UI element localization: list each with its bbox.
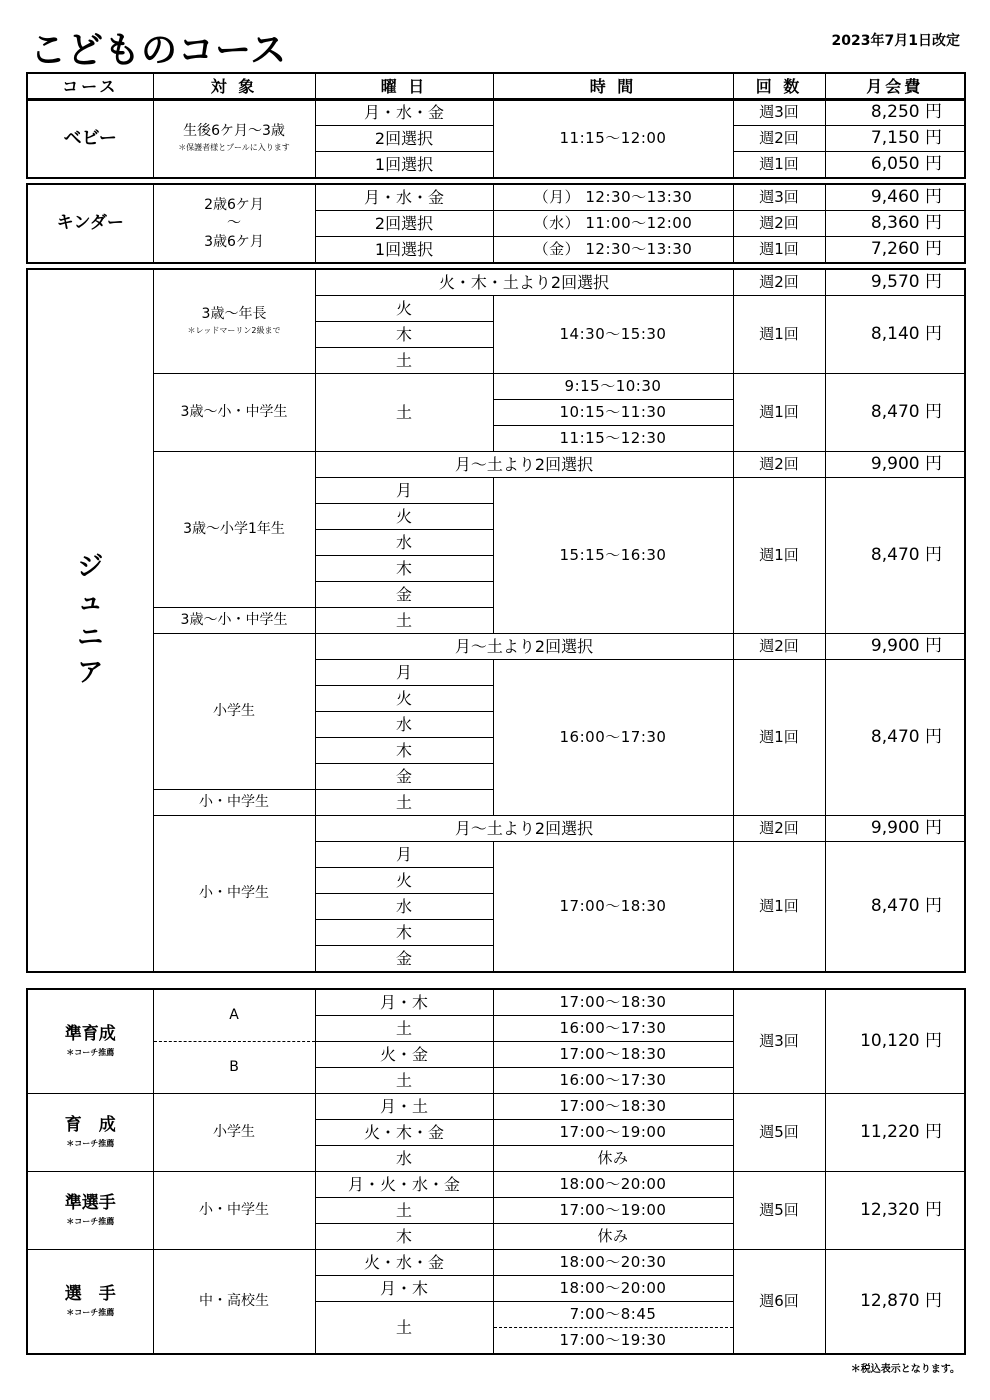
- jun-ikusei-day-2: 土: [315, 1016, 493, 1042]
- junior-g3-select-price: 9,900 円: [825, 452, 965, 478]
- junior-g1-select-count: 週2回: [733, 269, 825, 296]
- junior-g1-day-3: 土: [315, 348, 493, 374]
- junior-g5-price: 8,470 円: [825, 842, 965, 973]
- kinder-count-3: 週1回: [733, 237, 825, 264]
- baby-count-1: 週3回: [733, 99, 825, 126]
- junior-g3-time: 15:15〜16:30: [493, 478, 733, 634]
- junior-name-char-2: ュ: [77, 587, 104, 618]
- page-title: こどものコース: [30, 30, 288, 71]
- junior-g4-day-3: 水: [315, 712, 493, 738]
- jun-ikusei-target-b: B: [153, 1042, 315, 1094]
- junior-name-char-1: ジ: [77, 552, 104, 583]
- baby-target: [153, 99, 315, 178]
- ikusei-day-1: 月・土: [315, 1094, 493, 1120]
- tax-note: ＊税込表示となります。: [850, 1364, 960, 1375]
- junior-g5-select-price: 9,900 円: [825, 816, 965, 842]
- junior-g3-target-a: 3歳〜小学1年生: [153, 452, 315, 608]
- junior-g4-target-a: 小学生: [153, 634, 315, 790]
- ikusei-price: 11,220 円: [825, 1094, 965, 1172]
- ikusei-day-3: 水: [315, 1146, 493, 1172]
- baby-day-2: 2回選択: [315, 126, 493, 152]
- junior-g4-count: 週1回: [733, 660, 825, 816]
- header-course: コース: [27, 73, 153, 100]
- kinder-target-3: 3歳6ケ月: [204, 233, 264, 250]
- junior-g1-select: 火・木・土より2回選択: [315, 269, 733, 296]
- jun-senshu-day-3: 木: [315, 1224, 493, 1250]
- advanced-table: [26, 988, 966, 1355]
- junior-g3-day-1: 月: [315, 478, 493, 504]
- junior-name-char-4: ア: [77, 657, 104, 688]
- jun-senshu-price: 12,320 円: [825, 1172, 965, 1250]
- kinder-table: [26, 183, 966, 264]
- junior-g3-target-b: 3歳〜小・中学生: [153, 608, 315, 634]
- junior-g3-count: 週1回: [733, 478, 825, 634]
- course-name-jun-senshu: [27, 1172, 153, 1250]
- ikusei-time-1: 17:00〜18:30: [493, 1094, 733, 1120]
- jun-senshu-time-2: 17:00〜19:00: [493, 1198, 733, 1224]
- ikusei-count: 週5回: [733, 1094, 825, 1172]
- jun-senshu-target: 小・中学生: [153, 1172, 315, 1250]
- jun-ikusei-time-4: 16:00〜17:30: [493, 1068, 733, 1094]
- junior-g2-day: 土: [315, 374, 493, 452]
- junior-g4-time: 16:00〜17:30: [493, 660, 733, 816]
- junior-g3-day-4: 木: [315, 556, 493, 582]
- ikusei-day-2: 火・木・金: [315, 1120, 493, 1146]
- kinder-target: [153, 184, 315, 263]
- ikusei-name: 育 成: [64, 1114, 116, 1135]
- course-name-ikusei: [27, 1094, 153, 1172]
- junior-g2-time-3: 11:15〜12:30: [493, 426, 733, 452]
- junior-table: [26, 268, 966, 973]
- kinder-target-2: 〜: [227, 215, 241, 232]
- senshu-day-2: 月・木: [315, 1276, 493, 1302]
- senshu-day-1: 火・水・金: [315, 1250, 493, 1276]
- header-fee: 月会費: [825, 73, 965, 100]
- header-time: 時 間: [493, 73, 733, 100]
- senshu-time-1: 18:00〜20:30: [493, 1250, 733, 1276]
- ikusei-note: ＊コーチ推薦: [66, 1139, 115, 1149]
- junior-g2-count: 週1回: [733, 374, 825, 452]
- jun-senshu-note: ＊コーチ推薦: [66, 1217, 115, 1227]
- jun-senshu-time-3: 休み: [493, 1224, 733, 1250]
- junior-g5-select: 月〜土より2回選択: [315, 816, 733, 842]
- kinder-price-2: 8,360 円: [825, 211, 965, 237]
- header-count: 回 数: [733, 73, 825, 100]
- kinder-time-2: （水） 11:00〜12:00: [493, 211, 733, 237]
- junior-g3-price: 8,470 円: [825, 478, 965, 634]
- junior-g4-day-4: 木: [315, 738, 493, 764]
- jun-ikusei-time-3: 17:00〜18:30: [493, 1042, 733, 1068]
- baby-day-3: 1回選択: [315, 152, 493, 179]
- baby-day-1: 月・水・金: [315, 99, 493, 126]
- kinder-day-3: 1回選択: [315, 237, 493, 264]
- course-name-kinder: キンダー: [27, 184, 153, 263]
- senshu-count: 週6回: [733, 1250, 825, 1355]
- junior-g5-select-count: 週2回: [733, 816, 825, 842]
- junior-g4-day-1: 月: [315, 660, 493, 686]
- kinder-day-2: 2回選択: [315, 211, 493, 237]
- junior-g3-day-3: 水: [315, 530, 493, 556]
- baby-price-2: 7,150 円: [825, 126, 965, 152]
- junior-g2-time-1: 9:15〜10:30: [493, 374, 733, 400]
- junior-g3-select-count: 週2回: [733, 452, 825, 478]
- jun-senshu-day-2: 土: [315, 1198, 493, 1224]
- baby-count-2: 週2回: [733, 126, 825, 152]
- junior-g2-price: 8,470 円: [825, 374, 965, 452]
- junior-g3-day-6: 土: [315, 608, 493, 634]
- kinder-count-2: 週2回: [733, 211, 825, 237]
- junior-g5-day-4: 木: [315, 920, 493, 946]
- senshu-time-4: 17:00〜19:30: [493, 1328, 733, 1355]
- jun-ikusei-count: 週3回: [733, 989, 825, 1094]
- jun-ikusei-day-3: 火・金: [315, 1042, 493, 1068]
- header-target: 対 象: [153, 73, 315, 100]
- junior-g5-count: 週1回: [733, 842, 825, 973]
- junior-g3-day-5: 金: [315, 582, 493, 608]
- baby-time: 11:15〜12:00: [493, 99, 733, 178]
- kinder-count-1: 週3回: [733, 184, 825, 211]
- junior-g1-target-note: ＊レッドマーリン2級まで: [187, 325, 281, 335]
- revision-date: 2023年7月1日改定: [831, 33, 960, 49]
- junior-g2-time-2: 10:15〜11:30: [493, 400, 733, 426]
- senshu-note: ＊コーチ推薦: [66, 1308, 115, 1318]
- course-name-baby: ベビー: [27, 99, 153, 178]
- junior-g1-day-1: 火: [315, 296, 493, 322]
- senshu-name: 選 手: [64, 1283, 116, 1304]
- course-name-jun-ikusei: [27, 989, 153, 1094]
- junior-g4-day-6: 土: [315, 790, 493, 816]
- jun-ikusei-name: 準育成: [64, 1023, 116, 1044]
- jun-ikusei-day-4: 土: [315, 1068, 493, 1094]
- kinder-price-1: 9,460 円: [825, 184, 965, 211]
- junior-g1-time: 14:30〜15:30: [493, 296, 733, 374]
- junior-g4-select: 月〜土より2回選択: [315, 634, 733, 660]
- baby-target-note: ＊保護者様とプールに入ります: [178, 142, 290, 152]
- junior-g1-day-2: 木: [315, 322, 493, 348]
- jun-ikusei-day-1: 月・木: [315, 989, 493, 1016]
- jun-senshu-count: 週5回: [733, 1172, 825, 1250]
- jun-senshu-day-1: 月・火・水・金: [315, 1172, 493, 1198]
- junior-g4-day-5: 金: [315, 764, 493, 790]
- jun-ikusei-price: 10,120 円: [825, 989, 965, 1094]
- jun-ikusei-note: ＊コーチ推薦: [66, 1048, 115, 1058]
- kinder-time-1: （月） 12:30〜13:30: [493, 184, 733, 211]
- kinder-price-3: 7,260 円: [825, 237, 965, 264]
- junior-g1-target: [153, 269, 315, 374]
- junior-g1-count: 週1回: [733, 296, 825, 374]
- junior-g1-target-text: 3歳〜年長: [201, 306, 267, 323]
- baby-price-1: 8,250 円: [825, 99, 965, 126]
- ikusei-target: 小学生: [153, 1094, 315, 1172]
- header-table: [26, 72, 966, 101]
- ikusei-time-3: 休み: [493, 1146, 733, 1172]
- kinder-time-3: （金） 12:30〜13:30: [493, 237, 733, 264]
- junior-g3-select: 月〜土より2回選択: [315, 452, 733, 478]
- junior-g5-day-3: 水: [315, 894, 493, 920]
- junior-g5-day-1: 月: [315, 842, 493, 868]
- junior-g3-day-2: 火: [315, 504, 493, 530]
- junior-g2-target: 3歳〜小・中学生: [153, 374, 315, 452]
- junior-g5-target: 小・中学生: [153, 816, 315, 973]
- junior-name-char-3: ニ: [77, 622, 104, 653]
- junior-g1-select-price: 9,570 円: [825, 269, 965, 296]
- baby-target-text: 生後6ケ月〜3歳: [183, 123, 285, 140]
- junior-g4-target-b: 小・中学生: [153, 790, 315, 816]
- jun-ikusei-time-2: 16:00〜17:30: [493, 1016, 733, 1042]
- kinder-day-1: 月・水・金: [315, 184, 493, 211]
- header-day: 曜 日: [315, 73, 493, 100]
- senshu-time-2: 18:00〜20:00: [493, 1276, 733, 1302]
- junior-g4-price: 8,470 円: [825, 660, 965, 816]
- course-name-senshu: [27, 1250, 153, 1355]
- junior-g4-select-count: 週2回: [733, 634, 825, 660]
- junior-g4-day-2: 火: [315, 686, 493, 712]
- baby-price-3: 6,050 円: [825, 152, 965, 179]
- junior-g5-day-5: 金: [315, 946, 493, 973]
- kinder-target-1: 2歳6ケ月: [204, 197, 264, 214]
- baby-count-3: 週1回: [733, 152, 825, 179]
- junior-g1-price: 8,140 円: [825, 296, 965, 374]
- junior-g4-select-price: 9,900 円: [825, 634, 965, 660]
- ikusei-time-2: 17:00〜19:00: [493, 1120, 733, 1146]
- baby-table: [26, 98, 966, 179]
- senshu-price: 12,870 円: [825, 1250, 965, 1355]
- jun-ikusei-target-a: A: [153, 989, 315, 1042]
- senshu-target: 中・高校生: [153, 1250, 315, 1355]
- senshu-day-3: 土: [315, 1302, 493, 1355]
- jun-senshu-time-1: 18:00〜20:00: [493, 1172, 733, 1198]
- course-name-junior: [27, 269, 153, 972]
- jun-ikusei-time-1: 17:00〜18:30: [493, 989, 733, 1016]
- senshu-time-3: 7:00〜8:45: [493, 1302, 733, 1328]
- junior-g5-time: 17:00〜18:30: [493, 842, 733, 973]
- junior-g5-day-2: 火: [315, 868, 493, 894]
- jun-senshu-name: 準選手: [64, 1192, 116, 1213]
